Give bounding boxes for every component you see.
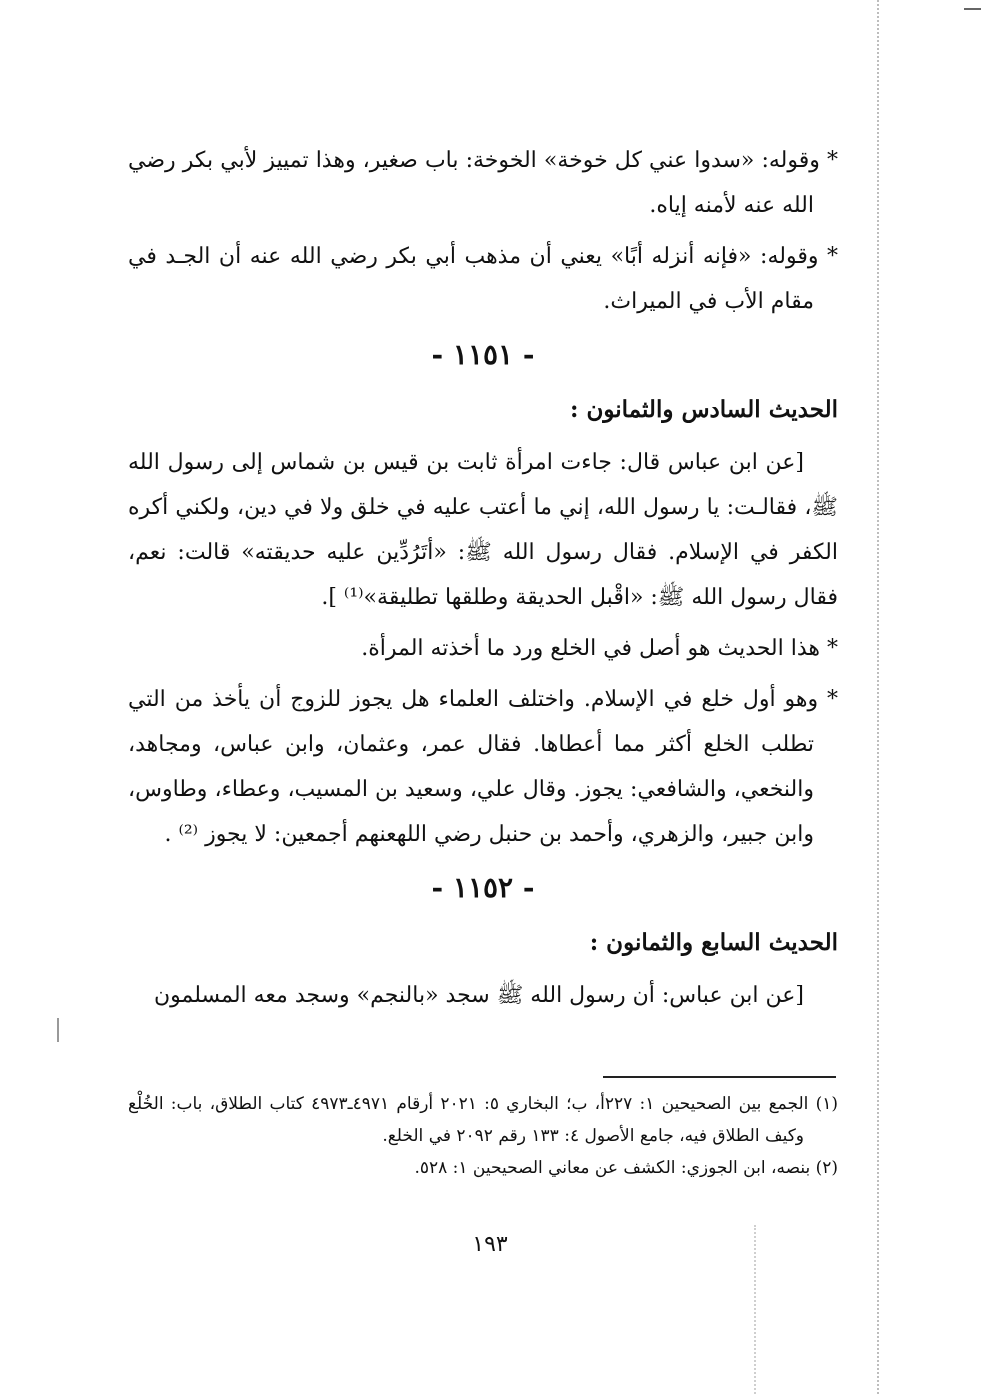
main-text (128, 138, 838, 1024)
commentary-note-2: * وهو أول خلع في الإسلام. واختلف العلماء هل يجوز للزوج أن يأخذ من التي تطلب الخلع أكثر مما أعطاها. فقال عمر، وعثمان، وابن عباس، ومجاهد، والنخعي، والشافعي: يجوز. وقال علي، وسعيد بن المسيب، وعطاء، وطاوس، وابن جبير، والزهري، وأحمد بن حنبل رضي اللهعنهم أجمعين: لا يجوز ⁽²⁾ . (128, 687, 838, 847)
hadith-heading-86: الحديث السادس والثمانون : (570, 396, 838, 423)
margin-dotted-line (877, 0, 879, 1394)
footnotes (128, 1088, 838, 1184)
hadith-heading-87: الحديث السابع والثمانون : (589, 929, 838, 956)
page-number: ١٩٣ (472, 1232, 508, 1257)
hadith-text-86: [عن ابن عباس قال: جاءت امرأة ثابت بن قيس بن شماس إلى رسول الله ﷺ، فقالـت: يا رسول الله، إني ما أعتب عليه في خلق ولا في دين، ولكني أكره الكفر في الإسلام. فقال رسول الله ﷺ: «أتَرُدِّين عليه حديقته» قالت: نعم، فقال رسول الله ﷺ: «اقْبل الحديقة وطلقها تطليقة»⁽¹⁾ ]. (128, 450, 838, 610)
hadith-number-1152: - ١١٥٢ - (431, 871, 535, 904)
gutter-dotted-line (754, 1225, 756, 1394)
footnote-1: (١) الجمع بين الصحيحين ١: ٢٢٧أ، ب؛ البخاري ٥: ٢٠٢١ أرقام ٤٩٧١ـ٤٩٧٣ كتاب الطلاق، باب: الخُلْع وكيف الطلاق فيه، جامع الأصول ٤: ١٣٣ رقم ٢٠٩٢ في الخلع. (128, 1094, 838, 1146)
footnote-divider (603, 1076, 836, 1078)
hadith-number-1151: - ١١٥١ - (431, 338, 535, 371)
margin-tick (57, 1018, 59, 1042)
commentary-note-1: * هذا الحديث هو أصل في الخلع ورد ما أخذته المرأة. (361, 636, 838, 661)
paragraph-khawkha: * وقوله: «سدوا عني كل خوخة» الخوخة: باب صغير، وهذا تمييز لأبي بكر رضي الله عنه لأمنه إياه. (128, 148, 838, 218)
paragraph-grandfather: * وقوله: «فإنه أنزله أبًا» يعني أن مذهب أبي بكر رضي الله عنه أن الجـد في مقام الأب في الميراث. (128, 244, 838, 314)
hadith-text-87: [عن ابن عباس: أن رسول الله ﷺ سجد «بالنجم» وسجد معه المسلمون (153, 983, 804, 1008)
footnote-2: (٢) بنصه، ابن الجوزي: الكشف عن معاني الصحيحين ١: ٥٢٨. (414, 1158, 838, 1178)
corner-mark (964, 8, 981, 10)
